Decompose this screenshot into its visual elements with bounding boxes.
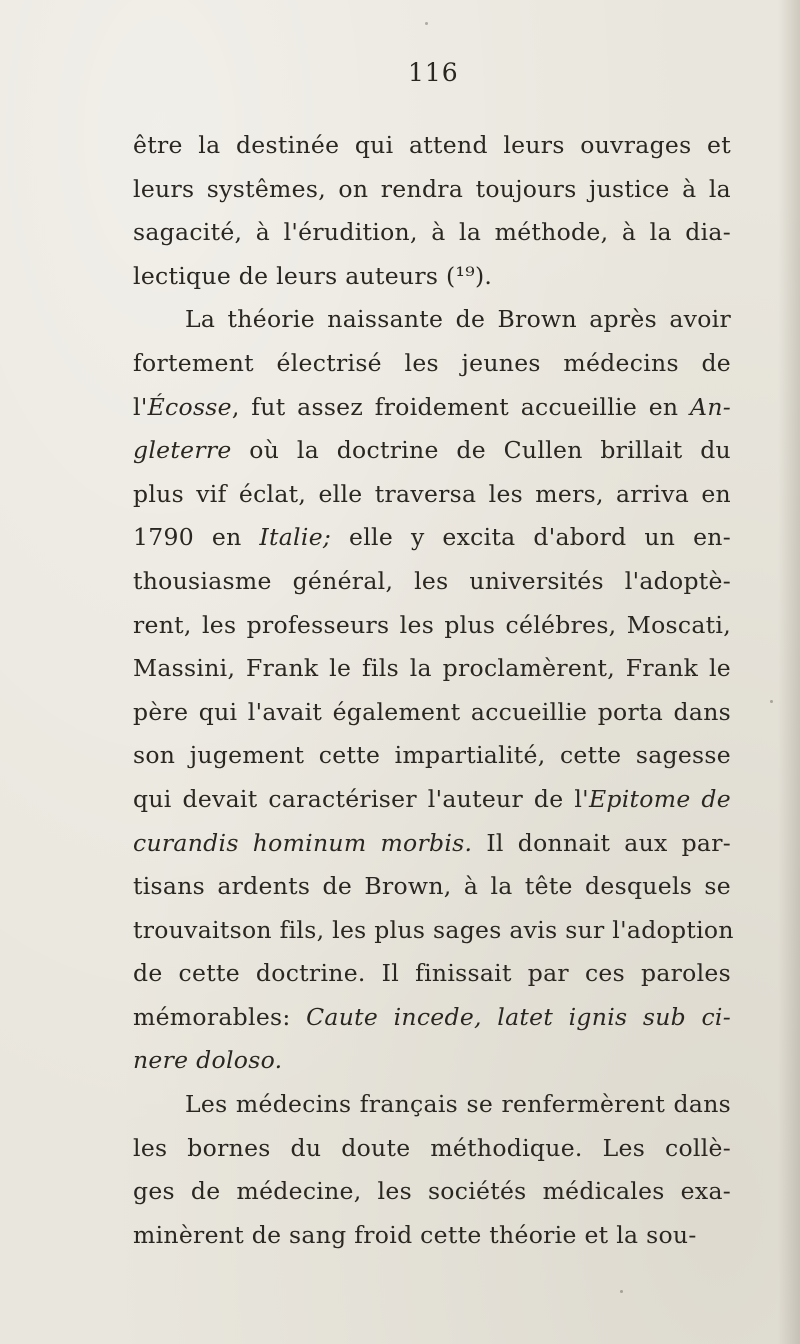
text-line <box>133 124 731 168</box>
text-line <box>133 952 731 996</box>
text-line <box>133 865 731 909</box>
italic-text-segment: gleterre <box>133 436 232 465</box>
text-segment: La théorie naissante de Brown après avoir <box>185 305 731 334</box>
text-line <box>133 1127 731 1171</box>
text-segment: thousiasme général, les universités l'adoptè- <box>133 566 731 595</box>
text-line <box>133 647 731 691</box>
text-segment: tisans ardents de Brown, à la tête desquels se <box>133 872 731 901</box>
text-segment: Les médecins français se renfermèrent dans <box>185 1090 731 1119</box>
text-line <box>133 211 731 255</box>
text-line <box>133 604 731 648</box>
italic-text-segment: curandis hominum morbis. <box>133 828 473 857</box>
text-line <box>133 778 731 822</box>
text-segment: trouvaitson fils, les plus sages avis sur l'adoption <box>133 915 734 944</box>
text-line <box>133 822 731 866</box>
text-segment: être la destinée qui attend leurs ouvrages et <box>133 131 731 159</box>
text-segment: ges de médecine, les sociétés médicales exa- <box>133 1177 731 1206</box>
text-segment: , fut assez froidement accueillie en <box>231 392 691 421</box>
text-line <box>133 734 731 778</box>
text-line <box>133 473 731 517</box>
text-segment: 1790 en <box>133 523 260 552</box>
text-segment: l' <box>133 392 148 421</box>
text-line <box>133 429 731 473</box>
page-number: 116 <box>408 58 459 87</box>
text-line <box>133 560 731 604</box>
paper-speck <box>770 700 773 703</box>
text-segment: de cette doctrine. Il finissait par ces paroles <box>133 959 731 988</box>
italic-text-segment: Écosse <box>147 392 232 421</box>
italic-text-segment: An- <box>690 392 731 421</box>
text-line <box>133 255 731 299</box>
paper-speck <box>620 1290 623 1293</box>
italic-text-segment: Epitome de <box>588 784 731 813</box>
text-segment: qui devait caractériser l'auteur de l' <box>133 784 589 813</box>
text-segment: son jugement cette impartialité, cette sagesse <box>133 741 731 770</box>
text-segment: lectique de leurs auteurs (¹⁹). <box>133 261 493 290</box>
body-text <box>133 124 734 1257</box>
text-segment: rent, les professeurs les plus célébres, Moscati, <box>133 610 731 639</box>
text-line <box>133 691 731 735</box>
text-segment: leurs systêmes, on rendra toujours justice à la <box>133 174 731 203</box>
text-line <box>133 168 731 212</box>
italic-text-segment: Italie; <box>259 523 332 552</box>
text-segment: les bornes du doute méthodique. Les collè- <box>133 1133 731 1162</box>
text-segment: mémorables: <box>133 1002 307 1031</box>
text-line <box>133 342 731 386</box>
text-line <box>133 298 731 342</box>
text-segment: Il donnait aux par- <box>472 828 731 857</box>
text-line <box>133 1214 731 1258</box>
text-line <box>133 1170 731 1214</box>
text-segment: minèrent de sang froid cette théorie et la sou- <box>133 1220 697 1249</box>
text-line <box>133 386 731 430</box>
text-segment: Massini, Frank le fils la proclamèrent, Frank le <box>133 654 731 683</box>
text-line <box>133 516 731 560</box>
text-segment: fortement électrisé les jeunes médecins de <box>133 348 731 377</box>
text-segment: où la doctrine de Cullen brillait du <box>231 436 731 465</box>
text-line <box>133 1039 731 1083</box>
italic-text-segment: nere doloso. <box>133 1046 283 1075</box>
paper-speck <box>425 22 428 25</box>
text-line <box>133 996 731 1040</box>
italic-text-segment: Caute incede, latet ignis sub ci- <box>306 1002 731 1031</box>
text-line <box>133 909 734 953</box>
text-segment: père qui l'avait également accueillie porta dans <box>133 697 731 726</box>
page-gutter-shadow <box>778 0 800 1344</box>
text-segment: elle y excita d'abord un en- <box>331 523 731 552</box>
text-segment: sagacité, à l'érudition, à la méthode, à la dia- <box>133 218 731 247</box>
text-segment: plus vif éclat, elle traversa les mers, arriva en <box>133 479 731 508</box>
text-line <box>133 1083 731 1127</box>
